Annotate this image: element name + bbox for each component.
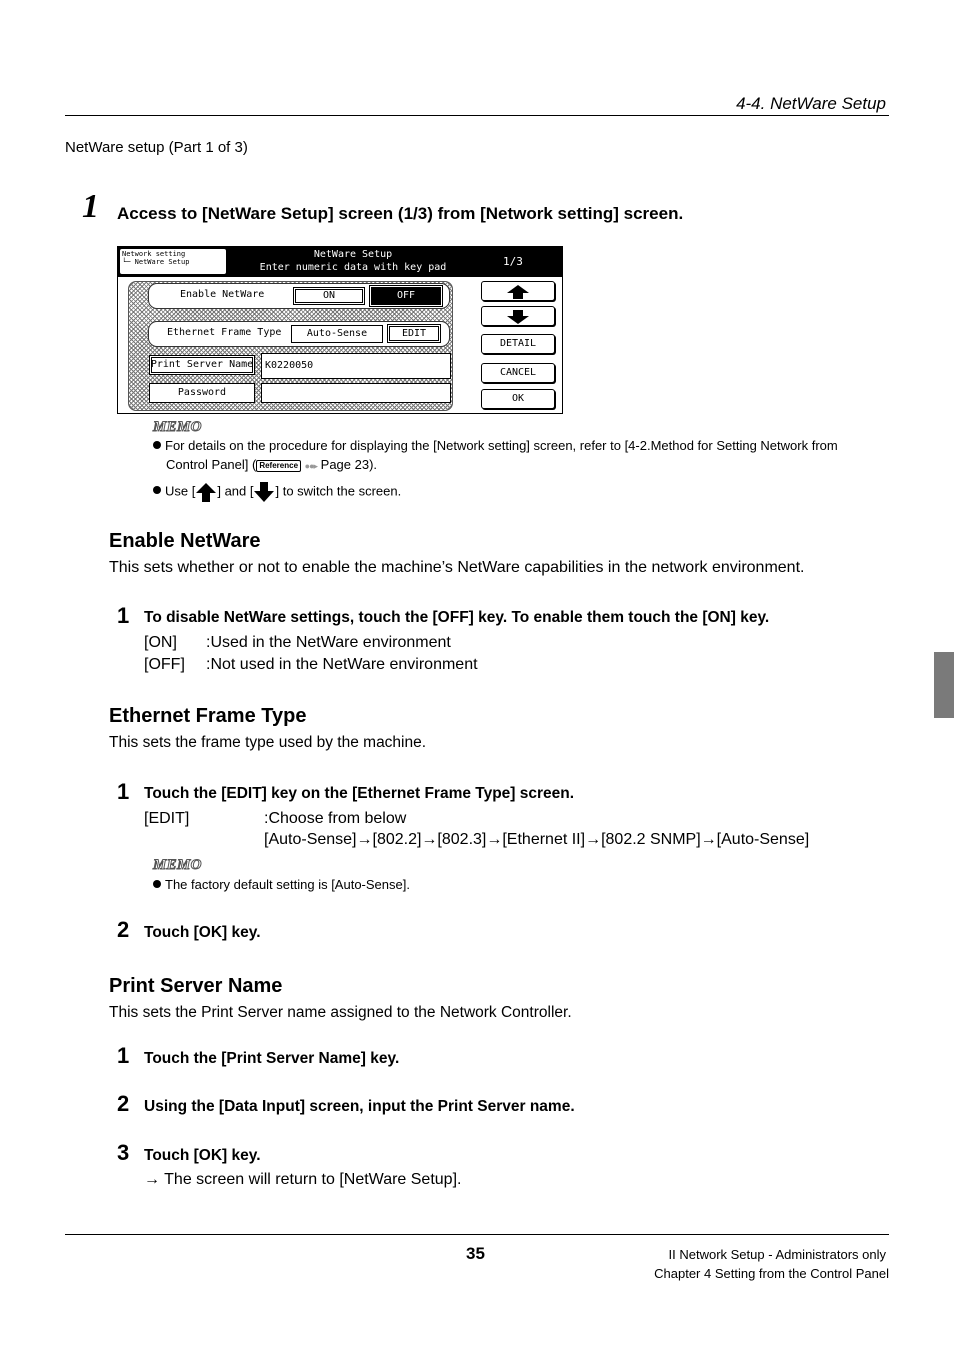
enable-step-1-number: 1 (117, 603, 130, 628)
footer-line-1: II Network Setup - Administrators only (668, 1247, 886, 1262)
panel-subtitle: Enter numeric data with key pad (259, 262, 447, 273)
print-server-heading: Print Server Name (109, 975, 283, 997)
memo-item-1 (153, 436, 893, 476)
ethernet-step-1-number: 1 (117, 779, 130, 804)
off-button[interactable]: OFF (371, 287, 441, 305)
memo-item-2-post: ] to switch the screen. (275, 483, 402, 499)
print-server-result: → The screen will return to [NetWare Setup]. (144, 1171, 462, 1188)
memo-item-1-line2-post: Page 23). (320, 457, 378, 472)
on-key-desc: :Used in the NetWare environment (206, 634, 451, 651)
panel-title (228, 248, 478, 274)
footer-rule (65, 1234, 889, 1235)
ethernet-frame-desc: This sets the frame type used by the machine. (109, 734, 427, 751)
ethernet-step-2-text: Touch [OK] key. (144, 924, 261, 941)
detail-button[interactable]: DETAIL (481, 334, 555, 354)
memo-item-2-mid: ] and [ (217, 483, 254, 499)
header-rule (65, 115, 889, 116)
edit-key-label: [EDIT] (144, 810, 190, 827)
edit-key-choices: [Auto-Sense]→[802.2]→[802.3]→[Ethernet II]→[802.2 SNMP]→[Auto-Sense] (264, 831, 810, 848)
edit-button[interactable]: EDIT (387, 324, 441, 343)
ok-button[interactable]: OK (481, 389, 555, 409)
print-server-desc: This sets the Print Server name assigned to the Network Controller. (109, 1004, 572, 1021)
enable-step-1-text: To disable NetWare settings, touch the [OFF] key. To enable them touch the [ON] key. (144, 609, 770, 626)
panel-breadcrumb (120, 249, 226, 274)
page-number: 35 (466, 1244, 485, 1263)
memo-label: MEMO (153, 857, 202, 873)
panel-title-text: NetWare Setup (313, 249, 393, 260)
ethernet-memo-item (153, 875, 410, 894)
breadcrumb-netware-setup: └─ NetWare Setup (122, 258, 190, 266)
netware-setup-panel (117, 246, 563, 414)
print-server-step-1-number: 1 (117, 1043, 130, 1068)
panel-title-bar (118, 247, 562, 277)
breadcrumb-network-setting: Network setting (122, 250, 186, 258)
print-server-name-field (261, 353, 451, 379)
chapter-tab (934, 652, 954, 718)
up-arrow-icon (195, 481, 217, 503)
cancel-button[interactable]: CANCEL (481, 363, 555, 383)
arrow-dots-icon: ●●▸ (304, 461, 318, 471)
part-title: NetWare setup (Part 1 of 3) (65, 139, 248, 156)
reference-badge: Reference (256, 460, 301, 472)
print-server-name-value: K0220050 (265, 360, 314, 371)
print-server-step-3-text: Touch [OK] key. (144, 1147, 261, 1164)
print-server-step-2-number: 2 (117, 1091, 130, 1116)
ethernet-step-2-number: 2 (117, 917, 130, 942)
memo-item-1-line1: For details on the procedure for displaying the [Network setting] screen, refer to [4-2.Method for Setting Network from (165, 438, 838, 453)
memo-item-2-pre: Use [ (165, 483, 196, 499)
on-key-label: [ON] (144, 634, 177, 651)
running-header: 4-4. NetWare Setup (736, 94, 886, 113)
down-arrow-icon (507, 310, 529, 324)
on-button[interactable]: ON (293, 287, 365, 305)
memo-item-1-line2-pre: Control Panel] ( (166, 457, 257, 472)
enable-netware-label: Enable NetWare (180, 289, 265, 300)
ethernet-step-1-text: Touch the [EDIT] key on the [Ethernet Frame Type] screen. (144, 785, 575, 802)
frame-type-value: Auto-Sense (291, 325, 383, 343)
print-server-name-button[interactable]: Print Server Name (149, 355, 255, 375)
bullet-icon (153, 880, 161, 888)
memo-item-2 (153, 481, 401, 503)
down-arrow-icon (253, 481, 275, 503)
password-field[interactable] (261, 383, 451, 403)
ethernet-frame-label: Ethernet Frame Type (167, 327, 282, 338)
panel-page-indicator: 1/3 (503, 255, 523, 268)
off-key-label: [OFF] (144, 656, 185, 673)
page-down-button[interactable] (481, 306, 555, 326)
bullet-icon (153, 441, 161, 449)
main-step-text: Access to [NetWare Setup] screen (1/3) from [Network setting] screen. (117, 204, 684, 223)
up-arrow-icon (507, 285, 529, 299)
ethernet-memo-text: The factory default setting is [Auto-Sense]. (165, 877, 410, 892)
ethernet-frame-heading: Ethernet Frame Type (109, 705, 307, 727)
enable-netware-heading: Enable NetWare (109, 530, 261, 552)
edit-key-desc: :Choose from below (264, 810, 407, 827)
print-server-step-1-text: Touch the [Print Server Name] key. (144, 1050, 400, 1067)
page-up-button[interactable] (481, 281, 555, 301)
footer-line-2: Chapter 4 Setting from the Control Panel (654, 1266, 889, 1281)
memo-label: MEMO (153, 419, 202, 435)
main-step-number: 1 (82, 188, 99, 225)
print-server-step-3-number: 3 (117, 1140, 130, 1165)
enable-netware-desc: This sets whether or not to enable the machine’s NetWare capabilities in the network environment. (109, 559, 805, 576)
password-button[interactable]: Password (149, 383, 255, 403)
off-key-desc: :Not used in the NetWare environment (206, 656, 478, 673)
bullet-icon (153, 486, 161, 494)
print-server-step-2-text: Using the [Data Input] screen, input the Print Server name. (144, 1098, 575, 1115)
